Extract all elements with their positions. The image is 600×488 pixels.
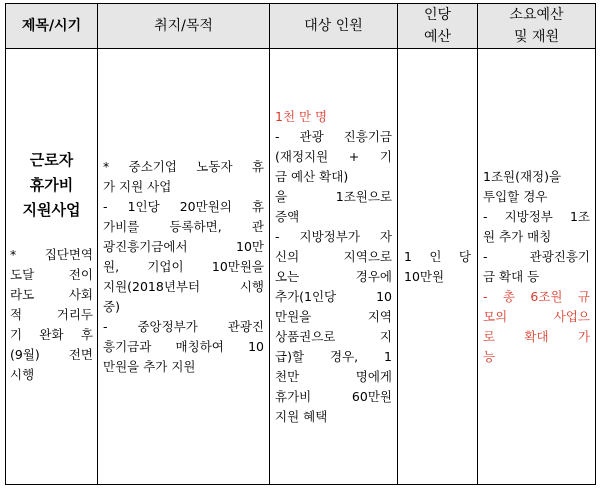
header-per-person-budget <box>398 4 478 49</box>
header-per-person-l2: 예산 <box>423 29 452 45</box>
title-line: 근로자 <box>29 151 74 169</box>
purpose-line: 가비를 등록하면, 관 <box>103 218 264 234</box>
target-line: - 지방정부가 자 <box>275 228 392 244</box>
timing-note <box>10 245 93 385</box>
target-line: (재정지원 + 기 <box>275 148 392 164</box>
purpose-line: 중) <box>103 298 120 314</box>
purpose-line: * 중소기업 노동자 휴 <box>103 158 264 174</box>
budget-line: 금 확대 등 <box>483 268 540 284</box>
title-line: 휴가비 <box>29 176 74 194</box>
target-line: 지원 혜택 <box>275 408 328 424</box>
note-line: 적 거리두 <box>10 307 93 322</box>
purpose-line: - 1인당 20만원의 휴 <box>103 198 264 214</box>
target-line: 휴가비 60만원 <box>275 388 392 404</box>
budget-highlight-line: 모의 사업으 <box>483 308 590 324</box>
budget-highlight-line: 로 확대 가 <box>483 328 590 344</box>
cell-target <box>270 49 398 485</box>
target-line: 오는 경우에 <box>275 268 392 284</box>
budget-table <box>5 3 596 485</box>
purpose-line: 가 지원 사업 <box>103 178 172 194</box>
budget-line: 투입할 경우 <box>483 188 548 204</box>
header-required-l2: 및 재원 <box>513 29 560 45</box>
target-line: 상품권으로 지 <box>275 328 392 344</box>
header-purpose: 취지/목적 <box>98 4 270 49</box>
cell-purpose <box>98 49 270 485</box>
note-line: * 집단면역 <box>10 247 93 262</box>
purpose-line: 흥기금과 매칭하여 10 <box>103 338 264 354</box>
budget-line: - 지방정부 1조 <box>483 208 590 224</box>
target-line: 금 예산 확대) <box>275 168 349 184</box>
budget-highlight-line: 능 <box>483 348 496 364</box>
header-title-period: 제목/시기 <box>6 4 98 49</box>
header-per-person-l1: 인당 <box>423 7 452 23</box>
purpose-line: 광진흥기금에서 10만 <box>103 238 264 254</box>
target-line: 급)할 경우, 1 <box>275 348 392 364</box>
target-line: 을 1조원으로 <box>275 188 392 204</box>
target-highlight: 1천 만 명 <box>275 108 328 124</box>
budget-highlight-line: - 총 6조원 규 <box>483 288 590 304</box>
budget-line: - 관광진흥기 <box>483 248 590 264</box>
header-required-budget <box>478 4 596 49</box>
table-row <box>6 49 596 485</box>
per-person-line: 1 인 당 <box>404 248 471 264</box>
cell-per-person-budget <box>398 49 478 485</box>
purpose-line: - 중앙정부가 관광진 <box>103 318 264 334</box>
note-line: 도달 전이 <box>10 267 93 282</box>
target-line: 증액 <box>275 208 300 224</box>
target-line: - 관광 진흥기금 <box>275 128 392 144</box>
budget-line: 원 추가 매칭 <box>483 228 552 244</box>
title-line: 지원사업 <box>22 201 81 219</box>
header-target: 대상 인원 <box>270 4 398 49</box>
header-required-l1: 소요예산 <box>509 7 564 23</box>
cell-required-budget <box>478 49 596 485</box>
purpose-line: 원, 기업이 10만원을 <box>103 258 264 274</box>
note-line: 시행 <box>10 367 35 382</box>
purpose-line: 지원(2018년부터 시행 <box>103 278 264 294</box>
target-line: 신의 지역으로 <box>275 248 392 264</box>
header-row <box>6 4 596 49</box>
budget-line: 1조원(재정)을 <box>483 168 562 184</box>
target-line: 만원을 지역 <box>275 308 392 324</box>
note-line: (9월) 전면 <box>10 347 93 362</box>
target-line: 천만 명에게 <box>275 368 392 384</box>
purpose-line: 만원을 추가 지원 <box>103 358 196 374</box>
per-person-line: 10만원 <box>404 268 445 284</box>
target-line: 추가(1인당 10 <box>275 288 392 304</box>
cell-title <box>6 49 98 485</box>
project-title <box>10 148 93 223</box>
note-line: 라도 사회 <box>10 287 93 302</box>
note-line: 기 완화 후 <box>10 327 93 342</box>
